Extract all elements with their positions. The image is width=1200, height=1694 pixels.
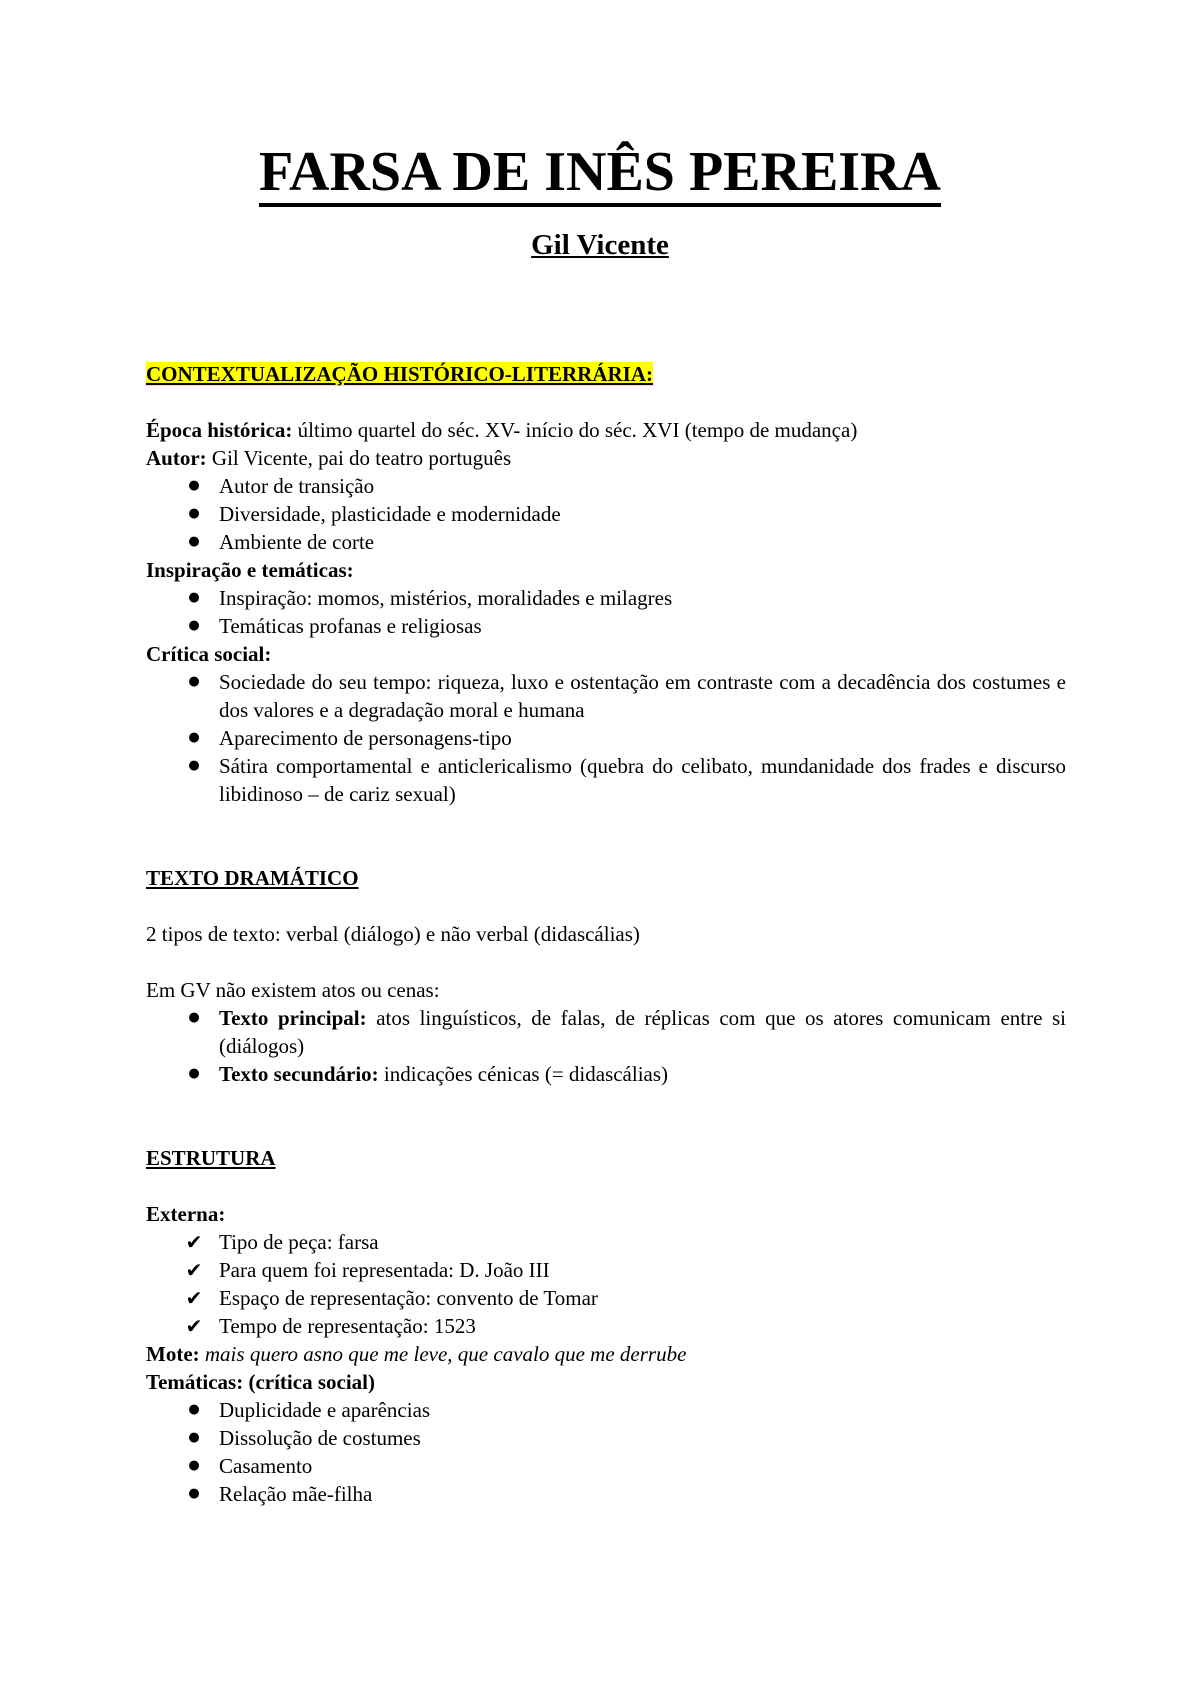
bullet-icon: ● xyxy=(188,590,200,605)
bullet-icon: ● xyxy=(188,674,200,689)
list-item xyxy=(146,1424,1066,1452)
bullet-icon: ● xyxy=(188,506,200,521)
epoca-text: último quartel do séc. XV- início do séc. XVI (tempo de mudança) xyxy=(292,418,858,442)
list-item-text: Duplicidade e aparências xyxy=(219,1398,431,1422)
tematicas-list xyxy=(146,1396,1066,1508)
mote-label: Mote: xyxy=(146,1342,200,1366)
list-item-text: Tempo de representação: 1523 xyxy=(219,1314,476,1338)
list-item-text: Sátira comportamental e anticlericalismo (quebra do celibato, mundanidade dos frades e discurso libidinoso – de cariz sexual) xyxy=(219,754,1066,806)
list-item-text: indicações cénicas (= didascálias) xyxy=(378,1062,669,1086)
autor-list xyxy=(146,472,1066,556)
bullet-icon: ● xyxy=(188,730,200,745)
list-item xyxy=(146,724,1066,752)
bullet-icon: ● xyxy=(188,1486,200,1501)
check-mark-icon: ✔ xyxy=(185,1286,203,1310)
bullet-icon: ● xyxy=(188,1066,200,1081)
list-item xyxy=(146,528,1066,556)
list-item-text: Espaço de representação: convento de Tomar xyxy=(219,1286,598,1310)
list-item xyxy=(146,1060,1066,1088)
section-heading-texto-dramatico: TEXTO DRAMÁTICO xyxy=(146,866,359,890)
atos-intro: Em GV não existem atos ou cenas: xyxy=(146,978,440,1002)
list-item xyxy=(146,1228,1066,1256)
inspiracao-label: Inspiração e temáticas: xyxy=(146,558,354,582)
autor-line xyxy=(146,444,1066,472)
autor-text: Gil Vicente, pai do teatro português xyxy=(206,446,512,470)
list-item xyxy=(146,1312,1066,1340)
inspiracao-list xyxy=(146,584,1066,640)
list-item-text: atos linguísticos, de falas, de réplicas com que os atores comunicam entre si (diálogos) xyxy=(219,1006,1066,1058)
list-item-text: Diversidade, plasticidade e modernidade xyxy=(219,502,561,526)
list-item xyxy=(146,472,1066,500)
list-item-text: Aparecimento de personagens-tipo xyxy=(219,726,512,750)
list-item xyxy=(146,1452,1066,1480)
section-heading-estrutura: ESTRUTURA xyxy=(146,1146,276,1170)
list-item-text: Dissolução de costumes xyxy=(219,1426,421,1450)
list-item-label: Texto principal: xyxy=(219,1006,367,1030)
epoca-label: Época histórica: xyxy=(146,418,293,442)
list-item xyxy=(146,1004,1066,1060)
bullet-icon: ● xyxy=(188,534,200,549)
tematicas-label: Temáticas: (crítica social) xyxy=(146,1370,375,1394)
mote-line xyxy=(146,1340,1066,1368)
externa-list xyxy=(146,1228,1066,1340)
list-item-text: Temáticas profanas e religiosas xyxy=(219,614,482,638)
autor-label: Autor: xyxy=(146,446,207,470)
list-item xyxy=(146,1480,1066,1508)
critica-list xyxy=(146,668,1066,808)
list-item xyxy=(146,1284,1066,1312)
bullet-icon: ● xyxy=(188,1430,200,1445)
check-mark-icon: ✔ xyxy=(185,1230,203,1254)
list-item xyxy=(146,1256,1066,1284)
list-item xyxy=(146,668,1066,724)
list-item xyxy=(146,500,1066,528)
list-item xyxy=(146,612,1066,640)
externa-label: Externa: xyxy=(146,1202,226,1226)
list-item-text: Relação mãe-filha xyxy=(219,1482,373,1506)
tipos-de-texto: 2 tipos de texto: verbal (diálogo) e não verbal (didascálias) xyxy=(146,922,640,946)
list-item-text: Ambiente de corte xyxy=(219,530,375,554)
list-item-text: Sociedade do seu tempo: riqueza, luxo e ostentação em contraste com a decadência dos costumes e dos valores e a degradação moral e humana xyxy=(219,670,1066,722)
highlighted-heading: CONTEXTUALIZAÇÃO HISTÓRICO-LITERRÁRIA: xyxy=(146,362,653,386)
document-author: Gil Vicente xyxy=(531,229,669,261)
section-heading-contextualizacao xyxy=(146,360,1066,388)
bullet-icon: ● xyxy=(188,1402,200,1417)
bullet-icon: ● xyxy=(188,618,200,633)
list-item-text: Inspiração: momos, mistérios, moralidades e milagres xyxy=(219,586,673,610)
document-title-text: FARSA DE INÊS PEREIRA xyxy=(259,141,941,207)
texto-list xyxy=(146,1004,1066,1088)
bullet-icon: ● xyxy=(188,1458,200,1473)
epoca-line xyxy=(146,416,1066,444)
check-mark-icon: ✔ xyxy=(185,1314,203,1338)
list-item xyxy=(146,584,1066,612)
list-item-label: Texto secundário: xyxy=(219,1062,379,1086)
list-item xyxy=(146,1396,1066,1424)
list-item-text: Autor de transição xyxy=(219,474,375,498)
bullet-icon: ● xyxy=(188,758,200,773)
document-body xyxy=(146,360,1066,1508)
document-title xyxy=(0,140,1200,204)
list-item xyxy=(146,752,1066,808)
bullet-icon: ● xyxy=(188,478,200,493)
list-item-text: Tipo de peça: farsa xyxy=(219,1230,379,1254)
mote-text: mais quero asno que me leve, que cavalo que me derrube xyxy=(199,1342,687,1366)
list-item-text: Para quem foi representada: D. João III xyxy=(219,1258,550,1282)
critica-label: Crítica social: xyxy=(146,642,272,666)
check-mark-icon: ✔ xyxy=(185,1258,203,1282)
list-item-text: Casamento xyxy=(219,1454,313,1478)
bullet-icon: ● xyxy=(188,1010,200,1025)
